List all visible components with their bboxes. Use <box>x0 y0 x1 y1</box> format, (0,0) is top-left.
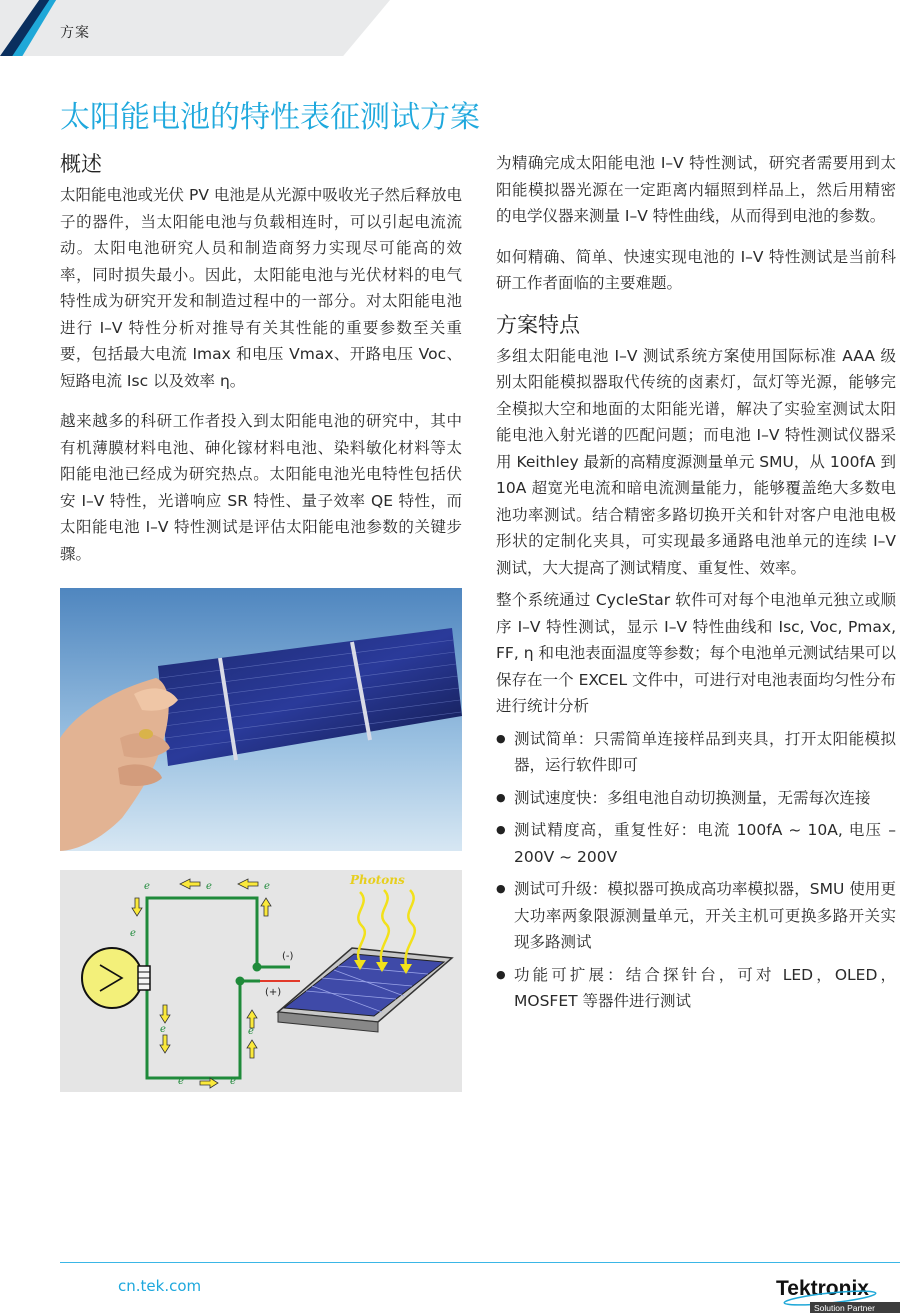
electron-label: e <box>264 881 270 892</box>
intro-paragraph-1: 为精确完成太阳能电池 I–V 特性测试，研究者需要用到太阳能模拟器光源在一定距离内辐照到样品上，然后用精密的电学仪器来测量 I–V 特性曲线，从而得到电池的参数。 <box>496 154 896 225</box>
logo-text: Tektronix <box>776 1277 869 1300</box>
left-column <box>60 150 462 581</box>
tektronix-logo <box>772 1271 900 1316</box>
overview-heading: 概述 <box>60 152 102 176</box>
electron-label: e <box>178 1076 184 1087</box>
list-item: ● 功能可扩展：结合探针台，可对 LED，OLED，MOSFET 等器件进行测试 <box>496 962 896 1015</box>
positive-terminal-label: (+) <box>265 987 282 998</box>
list-item: ● 测试简单：只需简单连接样品到夹具，打开太阳能模拟器，运行软件即可 <box>496 726 896 779</box>
solar-circuit-diagram <box>60 870 462 1092</box>
overview-paragraph-2: 越来越多的科研工作者投入到太阳能电池的研究中，其中有机薄膜材料电池、砷化镓材料电池、染料敏化材料等太阳能电池已经成为研究热点。太阳能电池光电特性包括伏安 I–V 特性，光谱响应 SR 特性、量子效率 QE 特性，而太阳能电池 I–V 特性测试是评估太阳能电池参数的关键步骤。 <box>60 412 462 563</box>
negative-terminal-label: (-) <box>282 951 294 962</box>
overview-paragraph-1: 太阳能电池或光伏 PV 电池是从光源中吸收光子然后释放电子的器件，当太阳能电池与负载相连时，可以引起电流流动。太阳电池研究人员和制造商努力实现尽可能高的效率，同时损失最小。因此，太阳能电池与光伏材料的电气特性成为研究开发和制造过程中的一部分。对太阳能电池进行 I–V 特性分析对推导有关其性能的重要参数至关重要，包括最大电流 Imax 和电压 Vmax、开路电压 Voc、短路电流 Isc 以及效率 η。 <box>60 186 462 390</box>
electron-label: e <box>160 1024 166 1035</box>
electron-label: e <box>248 1026 254 1037</box>
list-item: ● 测试可升级：模拟器可换成高功率模拟器，SMU 使用更大功率两象限源测量单元，开关主机可更换多路开关实现多路测试 <box>496 876 896 956</box>
footer-divider <box>60 1262 900 1263</box>
right-column <box>496 150 896 1021</box>
section-label: 方案 <box>60 25 90 41</box>
features-paragraph-1: 多组太阳能电池 I–V 测试系统方案使用国际标准 AAA 级别太阳能模拟器取代传统的卤素灯，氙灯等光源，能够完全模拟大空和地面的太阳能光谱，解决了实验室测试太阳能电池入射光谱的匹配问题；而电池 I–V 特性测试仪器采用 Keithley 最新的高精度源测量单元 SMU，从 100fA 到 10A 超宽光电流和暗电流测量能力，能够覆盖绝大多数电池功率测试。结合精密多路切换开关和针对客户电池电极形状的定制化夹具，可实现最多通路电池单元的连续 I–V 测试，大大提高了测试精度、重复性、效率。 <box>496 346 896 577</box>
features-paragraph-2: 整个系统通过 CycleStar 软件可对每个电池单元独立或顺序 I–V 特性测试，显示 I–V 特性曲线和 Isc, Voc, Pmax, FF, η 和电池表面温度等参数；每个电池单元测试结果可以保存在一个 EXCEL 文件中，可进行对电池表面均匀性分布进行统计分析 <box>496 591 896 715</box>
header-band <box>0 0 390 56</box>
footer-url-link[interactable]: cn.tek.com <box>118 1277 202 1295</box>
page-title: 太阳能电池的特性表征测试方案 <box>60 100 480 135</box>
electron-label: e <box>206 881 212 892</box>
photons-label: Photons <box>350 873 405 887</box>
electron-label: e <box>230 1076 236 1087</box>
electron-label: e <box>130 928 136 939</box>
list-item: ● 测试精度高，重复性好：电流 100fA ~ 10A, 电压 –200V ~ 200V <box>496 817 896 870</box>
features-heading: 方案特点 <box>496 312 580 337</box>
feature-list <box>496 726 896 1015</box>
solar-cell-photo <box>60 588 462 851</box>
list-item: ● 测试速度快：多组电池自动切换测量，无需每次连接 <box>496 785 896 812</box>
electron-label: e <box>144 881 150 892</box>
intro-paragraph-2: 如何精确、简单、快速实现电池的 I–V 特性测试是当前科研工作者面临的主要难题。 <box>496 247 896 292</box>
logo-subtext: Solution Partner <box>814 1303 875 1313</box>
